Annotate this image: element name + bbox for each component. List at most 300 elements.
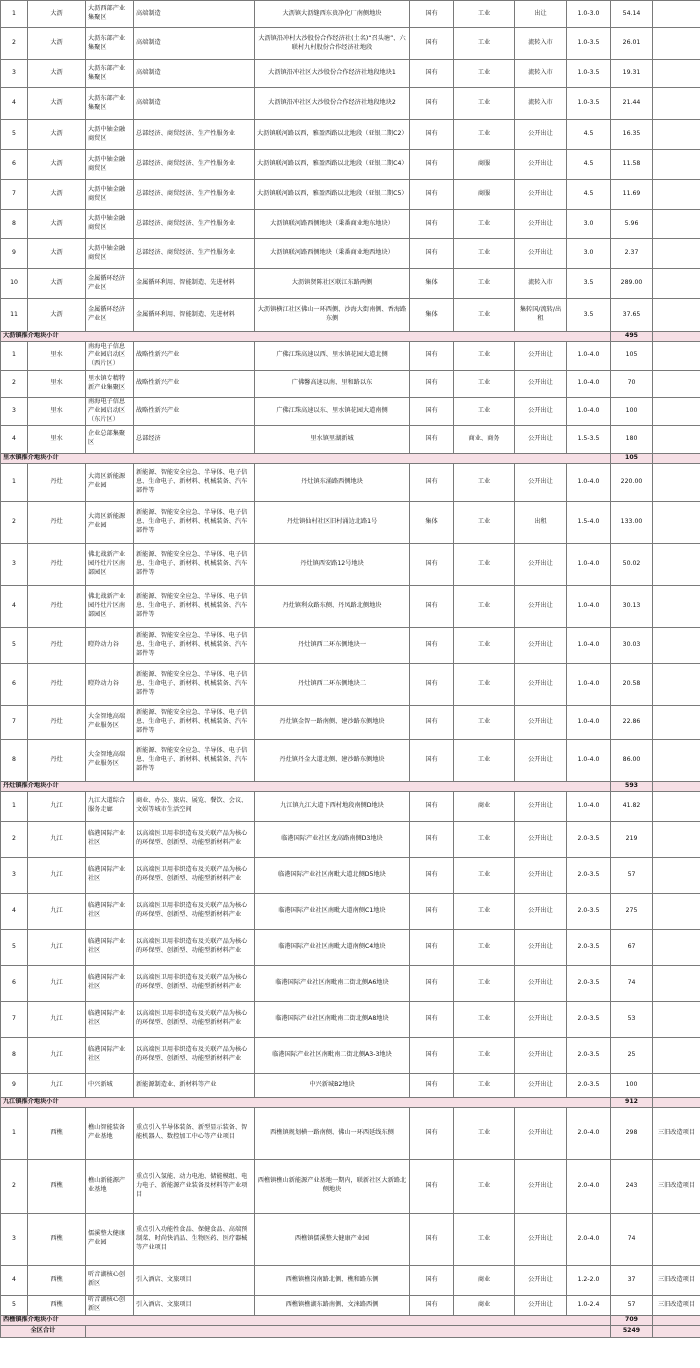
- town-cell: 九江: [28, 1037, 86, 1073]
- grand-total-label: 全区合计: [1, 1325, 86, 1337]
- grand-total-row: [1, 1325, 700, 1337]
- supply-method-cell: 公开出让: [515, 180, 567, 210]
- table-row: [1, 739, 700, 781]
- row-number-cell: 2: [1, 370, 28, 397]
- ownership-cell: 国有: [410, 60, 454, 88]
- ownership-cell: 集体: [410, 299, 454, 332]
- subtotal-remark: [653, 453, 700, 463]
- park-name-cell: 南海电子信息产业园启动区（东片区）: [86, 397, 134, 425]
- land-use-cell: 工业: [454, 1037, 515, 1073]
- park-name-cell: 樵山新能源产业基地: [86, 1159, 134, 1213]
- area-cell: 67: [611, 929, 653, 965]
- area-cell: 11.58: [611, 150, 653, 180]
- table-row: [1, 627, 700, 663]
- land-use-cell: 商业、商务: [454, 425, 515, 453]
- remark-cell: [653, 28, 700, 60]
- location-cell: 大沥镇沿冲村大沙股份合作经济社(土名)“召头塘”、六联村九村股份合作经济社地段: [255, 28, 410, 60]
- industry-cell: 总部经济、商贸经济、生产性服务业: [134, 210, 255, 239]
- row-number-cell: 6: [1, 965, 28, 1001]
- industry-cell: 新能源、智能安全应急、半导体、电子信息、生命电子、新材料、机械装备、汽车部件等: [134, 739, 255, 781]
- industry-cell: 新能源、智能安全应急、半导体、电子信息、生命电子、新材料、机械装备、汽车部件等: [134, 627, 255, 663]
- park-name-cell: 樵山智能装备产业基地: [86, 1107, 134, 1159]
- industry-cell: 新能源、智能安全应急、半导体、电子信息、生命电子、新材料、机械装备、汽车部件等: [134, 501, 255, 543]
- land-use-cell: 工业: [454, 821, 515, 857]
- area-cell: 180: [611, 425, 653, 453]
- land-use-cell: 工业: [454, 965, 515, 1001]
- park-name-cell: 瞪羚动力谷: [86, 663, 134, 705]
- ownership-cell: 国有: [410, 150, 454, 180]
- town-cell: 丹灶: [28, 585, 86, 627]
- location-cell: 大沥镇横江社区佛山一环西侧、沙海大街南侧、香海路东侧: [255, 299, 410, 332]
- area-cell: 30.03: [611, 627, 653, 663]
- row-number-cell: 2: [1, 501, 28, 543]
- subtotal-remark: [653, 332, 700, 342]
- ownership-cell: 国有: [410, 120, 454, 150]
- row-number-cell: 1: [1, 791, 28, 821]
- table-row: [1, 180, 700, 210]
- plot-ratio-cell: 2.0-4.0: [567, 1213, 611, 1265]
- row-number-cell: 1: [1, 1107, 28, 1159]
- area-cell: 243: [611, 1159, 653, 1213]
- land-use-cell: 工业: [454, 269, 515, 299]
- subtotal-row: [1, 1097, 700, 1107]
- park-name-cell: 佛北战新产业园丹灶片区南部园区: [86, 585, 134, 627]
- town-cell: 里水: [28, 370, 86, 397]
- supply-method-cell: 公开出让: [515, 857, 567, 893]
- industry-cell: 以高端医卫用非织造布及关联产品为核心的环保型、创新型、功能型新材料产业: [134, 965, 255, 1001]
- land-use-cell: 工业: [454, 663, 515, 705]
- plot-ratio-cell: 1.0-2.4: [567, 1295, 611, 1315]
- table-row: [1, 425, 700, 453]
- industry-cell: 商业、办公、旅店、展览、餐饮、会议、文娱等城市生活空间: [134, 791, 255, 821]
- supply-method-cell: 流转入市: [515, 88, 567, 120]
- town-cell: 九江: [28, 965, 86, 1001]
- town-cell: 里水: [28, 397, 86, 425]
- remark-cell: [653, 929, 700, 965]
- table-row: [1, 60, 700, 88]
- industry-cell: 新能源、智能安全应急、半导体、电子信息、生命电子、新材料、机械装备、汽车部件等: [134, 705, 255, 739]
- park-name-cell: 临港国际产业社区: [86, 929, 134, 965]
- table-row: [1, 821, 700, 857]
- land-use-cell: 商业: [454, 1265, 515, 1295]
- park-name-cell: 南海电子信息产业园启动区（西片区）: [86, 341, 134, 370]
- supply-method-cell: 公开出让: [515, 239, 567, 269]
- row-number-cell: 6: [1, 663, 28, 705]
- ownership-cell: 国有: [410, 1213, 454, 1265]
- area-cell: 20.58: [611, 663, 653, 705]
- town-cell: 九江: [28, 821, 86, 857]
- location-cell: 九江镇九江大道下西村地段南侧D地块: [255, 791, 410, 821]
- land-use-cell: 工业: [454, 739, 515, 781]
- land-use-cell: 工业: [454, 463, 515, 501]
- supply-method-cell: 公开出让: [515, 341, 567, 370]
- ownership-cell: 国有: [410, 1073, 454, 1097]
- town-cell: 大沥: [28, 150, 86, 180]
- plot-ratio-cell: 3.5: [567, 299, 611, 332]
- area-cell: 220.00: [611, 463, 653, 501]
- ownership-cell: 国有: [410, 1037, 454, 1073]
- location-cell: 中兴新城B2地块: [255, 1073, 410, 1097]
- supply-method-cell: 公开出让: [515, 705, 567, 739]
- town-cell: 九江: [28, 857, 86, 893]
- park-name-cell: 大沥东部产业集聚区: [86, 28, 134, 60]
- remark-cell: 三旧改造项目: [653, 1295, 700, 1315]
- town-cell: 九江: [28, 893, 86, 929]
- row-number-cell: 1: [1, 1, 28, 28]
- location-cell: 丹灶镇西安路12号地块: [255, 543, 410, 585]
- subtotal-value: 495: [611, 332, 653, 342]
- subtotal-remark: [653, 781, 700, 791]
- area-cell: 41.82: [611, 791, 653, 821]
- park-name-cell: 大金智地高端产业服务区: [86, 739, 134, 781]
- location-cell: 广佛馨高速以南、里和路以东: [255, 370, 410, 397]
- industry-cell: 以高端医卫用非织造布及关联产品为核心的环保型、创新型、功能型新材料产业: [134, 929, 255, 965]
- supply-method-cell: 出让: [515, 1, 567, 28]
- industry-cell: 新能源、智能安全应急、半导体、电子信息、生命电子、新材料、机械装备、汽车部件等: [134, 663, 255, 705]
- supply-method-cell: 公开出让: [515, 1265, 567, 1295]
- remark-cell: [653, 397, 700, 425]
- area-cell: 70: [611, 370, 653, 397]
- supply-method-cell: 公开出让: [515, 893, 567, 929]
- table-row: [1, 1159, 700, 1213]
- land-use-cell: 工业: [454, 1213, 515, 1265]
- industry-cell: 总部经济、商贸经济、生产性服务业: [134, 120, 255, 150]
- row-number-cell: 1: [1, 341, 28, 370]
- table-row: [1, 857, 700, 893]
- plot-ratio-cell: 1.5-3.5: [567, 425, 611, 453]
- table-row: [1, 1213, 700, 1265]
- park-name-cell: 大沥中轴金融商贸区: [86, 210, 134, 239]
- land-use-cell: 工业: [454, 397, 515, 425]
- town-cell: 西樵: [28, 1107, 86, 1159]
- table-row: [1, 1037, 700, 1073]
- table-row: [1, 791, 700, 821]
- row-number-cell: 9: [1, 1073, 28, 1097]
- supply-method-cell: 公开出让: [515, 1001, 567, 1037]
- location-cell: 里水镇里湖新城: [255, 425, 410, 453]
- industry-cell: 以高端医卫用非织造布及关联产品为核心的环保型、创新型、功能型新材料产业: [134, 857, 255, 893]
- supply-method-cell: 出租: [515, 501, 567, 543]
- park-name-cell: 儒溪整大健康产业园: [86, 1213, 134, 1265]
- supply-method-cell: 流转入市: [515, 60, 567, 88]
- supply-method-cell: 公开出让: [515, 1295, 567, 1315]
- industry-cell: 以高端医卫用非织造布及关联产品为核心的环保型、创新型、功能型新材料产业: [134, 1037, 255, 1073]
- land-use-cell: 工业: [454, 299, 515, 332]
- subtotal-value: 912: [611, 1097, 653, 1107]
- subtotal-value: 105: [611, 453, 653, 463]
- plot-ratio-cell: 4.5: [567, 180, 611, 210]
- industry-cell: 新能源、智能安全应急、半导体、电子信息、生命电子、新材料、机械装备、汽车部件等: [134, 585, 255, 627]
- subtotal-label: 里水镇推介地块小计: [1, 453, 611, 463]
- plot-ratio-cell: 1.0-4.0: [567, 370, 611, 397]
- plot-ratio-cell: 2.0-3.5: [567, 965, 611, 1001]
- location-cell: 丹灶镇仙村社区旧村涌边北路1号: [255, 501, 410, 543]
- area-cell: 133.00: [611, 501, 653, 543]
- park-name-cell: 九江大道综合服务走廊: [86, 791, 134, 821]
- industry-cell: 战略性新兴产业: [134, 397, 255, 425]
- land-use-cell: 工业: [454, 28, 515, 60]
- location-cell: 丹灶镇西二环东侧地块一: [255, 627, 410, 663]
- subtotal-value: 709: [611, 1315, 653, 1325]
- row-number-cell: 3: [1, 1213, 28, 1265]
- row-number-cell: 7: [1, 705, 28, 739]
- remark-cell: [653, 180, 700, 210]
- park-name-cell: 企业总部集聚区: [86, 425, 134, 453]
- ownership-cell: 国有: [410, 965, 454, 1001]
- area-cell: 37: [611, 1265, 653, 1295]
- park-name-cell: 大湾区新能源产业园: [86, 501, 134, 543]
- plot-ratio-cell: 1.0-4.0: [567, 585, 611, 627]
- plot-ratio-cell: 3.5: [567, 269, 611, 299]
- subtotal-row: [1, 332, 700, 342]
- row-number-cell: 8: [1, 210, 28, 239]
- park-name-cell: 临港国际产业社区: [86, 857, 134, 893]
- area-cell: 2.37: [611, 239, 653, 269]
- plot-ratio-cell: 3.0: [567, 239, 611, 269]
- land-use-cell: 商服: [454, 150, 515, 180]
- park-name-cell: 大沥东部产业集聚区: [86, 88, 134, 120]
- remark-cell: [653, 857, 700, 893]
- ownership-cell: 国有: [410, 1001, 454, 1037]
- ownership-cell: 国有: [410, 791, 454, 821]
- location-cell: 西樵镇樵山新能源产业基地一期内，联新社区大新路北侧地块: [255, 1159, 410, 1213]
- industry-cell: 引入酒店、文旅项目: [134, 1265, 255, 1295]
- remark-cell: [653, 705, 700, 739]
- subtotal-label: 大沥镇推介地块小计: [1, 332, 611, 342]
- table-row: [1, 150, 700, 180]
- subtotal-row: [1, 781, 700, 791]
- land-use-cell: 商业: [454, 791, 515, 821]
- supply-method-cell: 流转入市: [515, 28, 567, 60]
- remark-cell: [653, 150, 700, 180]
- land-use-cell: 工业: [454, 585, 515, 627]
- ownership-cell: 国有: [410, 28, 454, 60]
- town-cell: 丹灶: [28, 627, 86, 663]
- location-cell: 临港国际产业社区南毗大道北侧D5地块: [255, 857, 410, 893]
- town-cell: 大沥: [28, 1, 86, 28]
- land-use-cell: 工业: [454, 893, 515, 929]
- industry-cell: 总部经济、商贸经济、生产性服务业: [134, 150, 255, 180]
- land-use-cell: 工业: [454, 857, 515, 893]
- area-cell: 5.96: [611, 210, 653, 239]
- area-cell: 289.00: [611, 269, 653, 299]
- area-cell: 30.13: [611, 585, 653, 627]
- area-cell: 74: [611, 965, 653, 1001]
- table-row: [1, 1, 700, 28]
- location-cell: 广佛江珠高速以东、里水镇花园大道南侧: [255, 397, 410, 425]
- plot-ratio-cell: 1.0-4.0: [567, 397, 611, 425]
- row-number-cell: 3: [1, 857, 28, 893]
- location-cell: 西樵镇樵湖东路南侧、文涞路西侧: [255, 1295, 410, 1315]
- area-cell: 100: [611, 397, 653, 425]
- town-cell: 丹灶: [28, 739, 86, 781]
- industry-cell: 以高端医卫用非织造布及关联产品为核心的环保型、创新型、功能型新材料产业: [134, 1001, 255, 1037]
- subtotal-row: [1, 453, 700, 463]
- plot-ratio-cell: 2.0-4.0: [567, 1159, 611, 1213]
- table-row: [1, 585, 700, 627]
- location-cell: 大沥镇联河路以西，雅盈西路以北地段（亚银二期C4）: [255, 150, 410, 180]
- remark-cell: [653, 1037, 700, 1073]
- row-number-cell: 5: [1, 1295, 28, 1315]
- table-row: [1, 239, 700, 269]
- row-number-cell: 4: [1, 585, 28, 627]
- remark-cell: [653, 299, 700, 332]
- park-name-cell: 佛北战新产业园丹灶片区南部园区: [86, 543, 134, 585]
- park-name-cell: 中兴新城: [86, 1073, 134, 1097]
- remark-cell: [653, 425, 700, 453]
- row-number-cell: 6: [1, 150, 28, 180]
- park-name-cell: 大沥中轴金融商贸区: [86, 180, 134, 210]
- area-cell: 50.02: [611, 543, 653, 585]
- location-cell: 临港国际产业社区南毗大道南侧C1地块: [255, 893, 410, 929]
- supply-method-cell: 公开出让: [515, 1213, 567, 1265]
- ownership-cell: 国有: [410, 425, 454, 453]
- remark-cell: [653, 627, 700, 663]
- land-use-cell: 工业: [454, 929, 515, 965]
- town-cell: 里水: [28, 341, 86, 370]
- land-use-cell: 工业: [454, 210, 515, 239]
- location-cell: 临港国际产业社区南毗南二街北侧A6地块: [255, 965, 410, 1001]
- plot-ratio-cell: 1.0-4.0: [567, 791, 611, 821]
- supply-method-cell: 公开出让: [515, 1107, 567, 1159]
- area-cell: 100: [611, 1073, 653, 1097]
- industry-cell: 以高端医卫用非织造布及关联产品为核心的环保型、创新型、功能型新材料产业: [134, 821, 255, 857]
- ownership-cell: 国有: [410, 463, 454, 501]
- supply-method-cell: 公开出让: [515, 965, 567, 1001]
- row-number-cell: 11: [1, 299, 28, 332]
- industry-cell: 引入酒店、文旅项目: [134, 1295, 255, 1315]
- industry-cell: 战略性新兴产业: [134, 370, 255, 397]
- area-cell: 54.14: [611, 1, 653, 28]
- location-cell: 大沥镇沿冲社区大沙股份合作经济社地段地块1: [255, 60, 410, 88]
- ownership-cell: 国有: [410, 821, 454, 857]
- ownership-cell: 国有: [410, 370, 454, 397]
- location-cell: 大沥镇大沥缝西东贵净化厂南侧地块: [255, 1, 410, 28]
- area-cell: 19.31: [611, 60, 653, 88]
- ownership-cell: 国有: [410, 239, 454, 269]
- remark-cell: [653, 791, 700, 821]
- table-row: [1, 1107, 700, 1159]
- plot-ratio-cell: 2.0-3.5: [567, 929, 611, 965]
- supply-method-cell: 公开出让: [515, 1073, 567, 1097]
- industry-cell: 重点引入功能性食品、保健食品、高端预制菜、时尚快消品、生物医药、医疗器械等产业项目: [134, 1213, 255, 1265]
- area-cell: 25: [611, 1037, 653, 1073]
- industry-cell: 高端制造: [134, 88, 255, 120]
- table-row: [1, 341, 700, 370]
- plot-ratio-cell: 1.5-4.0: [567, 501, 611, 543]
- land-use-cell: 工业: [454, 543, 515, 585]
- plot-ratio-cell: 1.0-4.0: [567, 739, 611, 781]
- ownership-cell: 国有: [410, 627, 454, 663]
- location-cell: 大沥镇联河路以西，雅盈西路以北地段（亚银二期C5）: [255, 180, 410, 210]
- location-cell: 丹灶镇金智一路南侧、建沙路东侧地块: [255, 705, 410, 739]
- ownership-cell: 国有: [410, 857, 454, 893]
- location-cell: 大沥镇联河路西侧地块（秉番商业地西地块）: [255, 239, 410, 269]
- ownership-cell: 国有: [410, 1107, 454, 1159]
- industry-cell: 高端制造: [134, 28, 255, 60]
- remark-cell: [653, 463, 700, 501]
- town-cell: 丹灶: [28, 663, 86, 705]
- plot-ratio-cell: 1.0-4.0: [567, 463, 611, 501]
- ownership-cell: 国有: [410, 397, 454, 425]
- ownership-cell: 国有: [410, 88, 454, 120]
- remark-cell: [653, 88, 700, 120]
- town-cell: 里水: [28, 425, 86, 453]
- grand-total-remark: [653, 1325, 700, 1337]
- ownership-cell: 国有: [410, 705, 454, 739]
- plot-ratio-cell: 1.0-4.0: [567, 663, 611, 705]
- row-number-cell: 4: [1, 1265, 28, 1295]
- grand-total-blank: [86, 1325, 611, 1337]
- ownership-cell: 集体: [410, 269, 454, 299]
- ownership-cell: 国有: [410, 341, 454, 370]
- supply-method-cell: 公开出让: [515, 1159, 567, 1213]
- supply-method-cell: 公开出让: [515, 425, 567, 453]
- remark-cell: [653, 1213, 700, 1265]
- land-use-cell: 工业: [454, 239, 515, 269]
- town-cell: 九江: [28, 1073, 86, 1097]
- industry-cell: 总部经济、商贸经济、生产性服务业: [134, 239, 255, 269]
- location-cell: 大沥镇联河路西侧地块（秉番商业地东地块）: [255, 210, 410, 239]
- row-number-cell: 9: [1, 239, 28, 269]
- supply-method-cell: 公开出让: [515, 627, 567, 663]
- plot-ratio-cell: 1.0-3.5: [567, 28, 611, 60]
- remark-cell: [653, 965, 700, 1001]
- remark-cell: [653, 60, 700, 88]
- town-cell: 大沥: [28, 210, 86, 239]
- area-cell: 11.69: [611, 180, 653, 210]
- park-name-cell: 金属循环经济产业区: [86, 269, 134, 299]
- row-number-cell: 5: [1, 120, 28, 150]
- park-name-cell: 临港国际产业社区: [86, 1037, 134, 1073]
- ownership-cell: 国有: [410, 1159, 454, 1213]
- supply-method-cell: 公开出让: [515, 663, 567, 705]
- area-cell: 219: [611, 821, 653, 857]
- town-cell: 九江: [28, 791, 86, 821]
- town-cell: 大沥: [28, 28, 86, 60]
- industry-cell: 金属循环利用、智能制造、先进材料: [134, 269, 255, 299]
- park-name-cell: 听音湖核心创新区: [86, 1295, 134, 1315]
- plot-ratio-cell: 2.0-3.5: [567, 1037, 611, 1073]
- remark-cell: [653, 821, 700, 857]
- town-cell: 九江: [28, 929, 86, 965]
- town-cell: 大沥: [28, 120, 86, 150]
- town-cell: 丹灶: [28, 463, 86, 501]
- town-cell: 丹灶: [28, 501, 86, 543]
- ownership-cell: 集体: [410, 501, 454, 543]
- town-cell: 大沥: [28, 88, 86, 120]
- area-cell: 53: [611, 1001, 653, 1037]
- row-number-cell: 3: [1, 397, 28, 425]
- supply-method-cell: 公开出让: [515, 929, 567, 965]
- remark-cell: 三旧改造项目: [653, 1159, 700, 1213]
- location-cell: 西樵镇规划横一路南侧、佛山一环西延线东侧: [255, 1107, 410, 1159]
- subtotal-value: 593: [611, 781, 653, 791]
- supply-method-cell: 公开出让: [515, 585, 567, 627]
- industry-cell: 总部经济: [134, 425, 255, 453]
- remark-cell: [653, 585, 700, 627]
- town-cell: 西樵: [28, 1295, 86, 1315]
- ownership-cell: 国有: [410, 1, 454, 28]
- park-name-cell: 大金智地高端产业服务区: [86, 705, 134, 739]
- plot-ratio-cell: 2.0-3.5: [567, 1001, 611, 1037]
- plot-ratio-cell: 1.0-4.0: [567, 705, 611, 739]
- supply-method-cell: 公开出让: [515, 150, 567, 180]
- industry-cell: 新能源、智能安全应急、半导体、电子信息、生命电子、新材料、机械装备、汽车部件等: [134, 463, 255, 501]
- table-row: [1, 120, 700, 150]
- row-number-cell: 4: [1, 893, 28, 929]
- remark-cell: [653, 269, 700, 299]
